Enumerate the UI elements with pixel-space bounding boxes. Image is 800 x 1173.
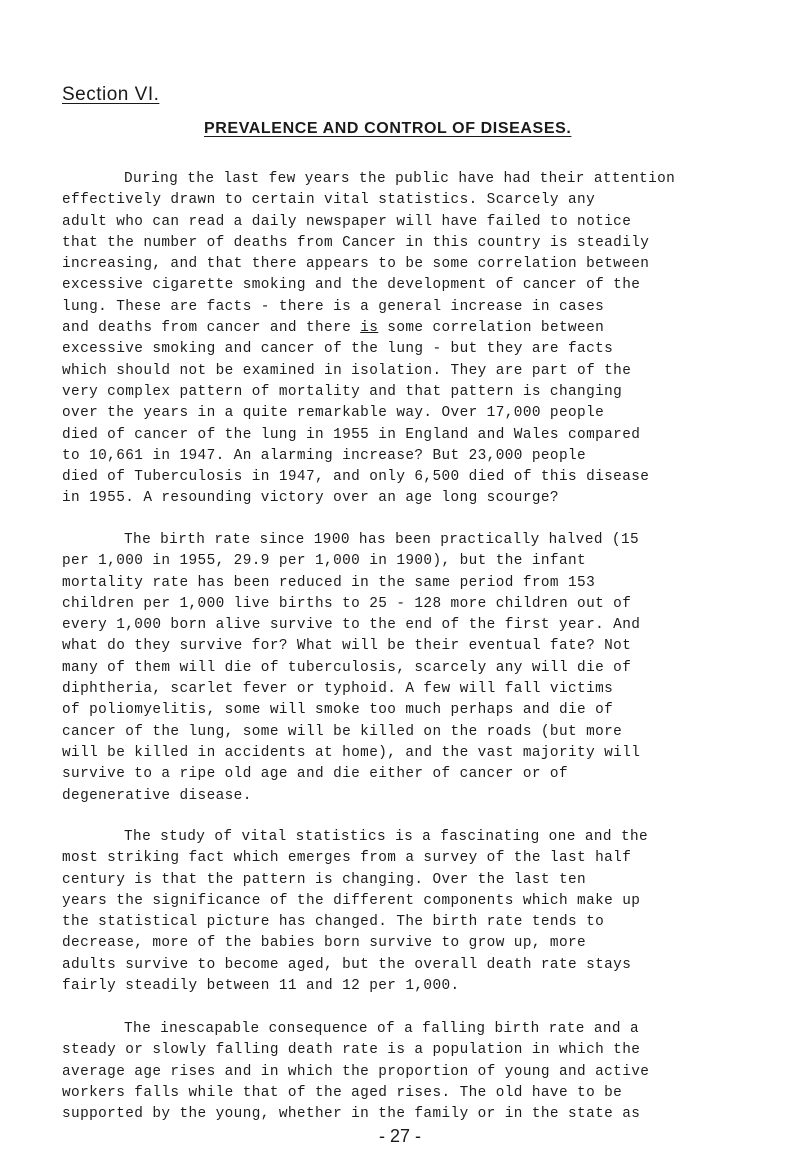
paragraph-line: adults survive to become aged, but the overall death rate stays (62, 956, 632, 973)
paragraph-4 (62, 1019, 762, 1125)
paragraph-line: cancer of the lung, some will be killed on the roads (but more (62, 723, 623, 740)
paragraph-line: The inescapable consequence of a falling birth rate and a (124, 1021, 640, 1037)
paragraph-line: the statistical picture has changed. The birth rate tends to (62, 914, 605, 931)
paragraph-1 (62, 169, 762, 510)
paragraph-line: will be killed in accidents at home), and the vast majority will (62, 744, 641, 761)
paragraph-line: century is that the pattern is changing. Over the last ten (62, 871, 587, 888)
emphasis-underline: is (360, 320, 379, 337)
paragraph-line: increasing, and that there appears to be some correlation between (62, 256, 650, 273)
paragraph-line: in 1955. A resounding victory over an age long scourge? (62, 490, 559, 507)
paragraph-line: over the years in a quite remarkable way. Over 17,000 people (62, 405, 605, 422)
paragraph-line: survive to a ripe old age and die either of cancer or of (62, 766, 569, 783)
section-heading: Section VI. (62, 84, 160, 105)
paragraph-line: years the significance of the different components which make up (62, 892, 641, 909)
page-number: - 27 - (378, 1126, 421, 1146)
paragraph-line: The study of vital statistics is a fascinating one and the (124, 829, 649, 845)
paragraph-line: every 1,000 born alive survive to the end of the first year. And (62, 617, 641, 634)
paragraph-2 (62, 530, 762, 807)
paragraph-line: decrease, more of the babies born survive to grow up, more (62, 935, 587, 952)
paragraph-line: very complex pattern of mortality and that pattern is changing (62, 383, 623, 400)
paragraph-line: supported by the young, whether in the family or in the state as (62, 1106, 641, 1123)
paragraph-line: died of cancer of the lung in 1955 in England and Wales compared (62, 426, 641, 443)
paragraph-line: average age rises and in which the proportion of young and active (62, 1063, 650, 1080)
paragraph-line: children per 1,000 live births to 25 - 128 more children out of (62, 595, 632, 612)
paragraph-line: The birth rate since 1900 has been practically halved (15 (124, 532, 640, 548)
paragraph-line: During the last few years the public have had their attention (124, 171, 676, 187)
paragraph-line: lung. These are facts - there is a general increase in cases (62, 298, 605, 315)
paragraph-line: excessive cigarette smoking and the development of cancer of the (62, 277, 641, 294)
paragraph-line: died of Tuberculosis in 1947, and only 6,500 died of this disease (62, 469, 650, 486)
paragraph-line: fairly steadily between 11 and 12 per 1,000. (62, 978, 460, 995)
paragraph-line: effectively drawn to certain vital statistics. Scarcely any (62, 192, 596, 209)
paragraph-line: per 1,000 in 1955, 29.9 per 1,000 in 1900), but the infant (62, 553, 587, 570)
paragraph-line: steady or slowly falling death rate is a population in which the (62, 1042, 641, 1059)
paragraph-line: degenerative disease. (62, 787, 252, 804)
paragraph-line: which should not be examined in isolation. They are part of the (62, 362, 632, 379)
paragraph-line: many of them will die of tuberculosis, scarcely any will die of (62, 659, 632, 676)
paragraph-line: excessive smoking and cancer of the lung - but they are facts (62, 341, 614, 358)
document-title: PREVALENCE AND CONTROL OF DISEASES. (204, 120, 572, 137)
paragraph-line: to 10,661 in 1947. An alarming increase? But 23,000 people (62, 447, 587, 464)
paragraph-line: what do they survive for? What will be their eventual fate? Not (62, 638, 632, 655)
paragraph-3 (62, 827, 762, 997)
paragraph-line: and deaths from cancer and there is some correlation between (62, 320, 605, 337)
paragraph-line: that the number of deaths from Cancer in this country is steadily (62, 234, 650, 251)
paragraph-line: diphtheria, scarlet fever or typhoid. A few will fall victims (62, 681, 614, 698)
paragraph-line: mortality rate has been reduced in the same period from 153 (62, 574, 596, 591)
paragraph-line: most striking fact which emerges from a survey of the last half (62, 850, 632, 867)
paragraph-line: of poliomyelitis, some will smoke too much perhaps and die of (62, 702, 614, 719)
paragraph-line: workers falls while that of the aged rises. The old have to be (62, 1084, 623, 1101)
paragraph-line: adult who can read a daily newspaper will have failed to notice (62, 213, 632, 230)
